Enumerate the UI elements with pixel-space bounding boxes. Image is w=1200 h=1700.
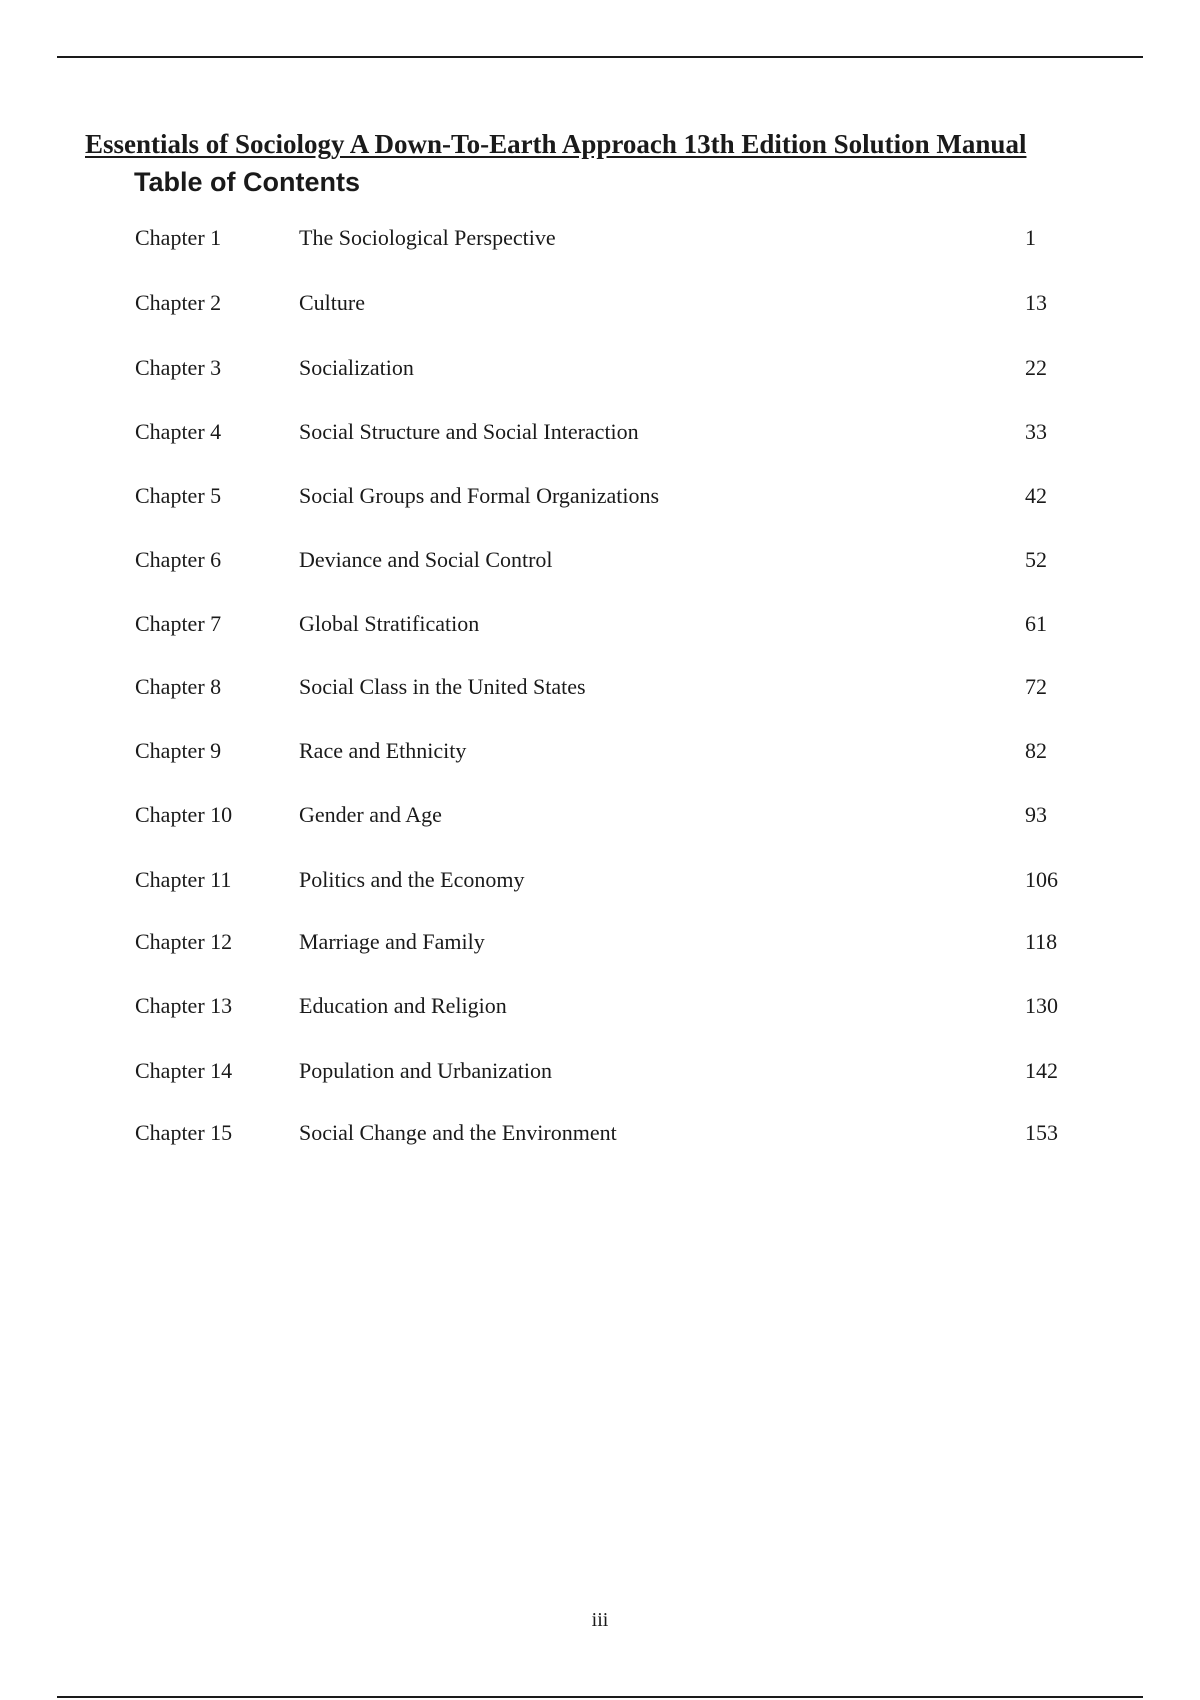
toc-entry-chapter-7[interactable] xyxy=(0,604,1200,644)
toc-chapter-label: Chapter 4 xyxy=(135,419,222,444)
toc-chapter-label: Chapter 6 xyxy=(135,547,222,572)
toc-page-number: 118 xyxy=(1025,929,1058,954)
toc-chapter-label: Chapter 8 xyxy=(135,674,222,699)
document-title: Essentials of Sociology A Down-To-Earth Approach 13th Edition Solution Manual xyxy=(85,129,1027,159)
top-rule xyxy=(57,56,1143,58)
toc-chapter-title: Deviance and Social Control xyxy=(299,547,553,572)
toc-page-number: 61 xyxy=(1025,611,1047,636)
toc-entry-chapter-15[interactable] xyxy=(0,1113,1200,1153)
toc-entry-chapter-11[interactable] xyxy=(0,860,1200,900)
toc-page-number: 106 xyxy=(1025,867,1058,892)
bottom-rule xyxy=(57,1696,1143,1698)
toc-chapter-label: Chapter 3 xyxy=(135,355,222,380)
toc-chapter-title: Marriage and Family xyxy=(299,929,485,954)
toc-chapter-title: Gender and Age xyxy=(299,802,442,827)
toc-page-number: 1 xyxy=(1025,225,1036,250)
toc-page-number: 22 xyxy=(1025,355,1047,380)
toc-chapter-label: Chapter 7 xyxy=(135,611,222,636)
toc-chapter-label: Chapter 14 xyxy=(135,1058,233,1083)
toc-chapter-title: Social Groups and Formal Organizations xyxy=(299,483,660,508)
toc-chapter-label: Chapter 13 xyxy=(135,993,233,1018)
toc-page-number: 33 xyxy=(1025,419,1047,444)
toc-page-number: 82 xyxy=(1025,738,1047,763)
toc-entry-chapter-5[interactable] xyxy=(0,476,1200,516)
toc-chapter-title: Global Stratification xyxy=(299,611,480,636)
toc-entry-chapter-12[interactable] xyxy=(0,922,1200,962)
page-number: iii xyxy=(591,1609,609,1631)
toc-chapter-label: Chapter 10 xyxy=(135,802,233,827)
toc-chapter-label: Chapter 15 xyxy=(135,1120,233,1145)
toc-page-number: 42 xyxy=(1025,483,1047,508)
toc-entry-chapter-14[interactable] xyxy=(0,1051,1200,1091)
toc-heading: Table of Contents xyxy=(134,167,360,197)
toc-chapter-title: Education and Religion xyxy=(299,993,507,1018)
toc-page-number: 13 xyxy=(1025,290,1047,315)
toc-entry-chapter-2[interactable] xyxy=(0,283,1200,323)
toc-chapter-title: Race and Ethnicity xyxy=(299,738,467,763)
toc-chapter-title: Social Class in the United States xyxy=(299,674,586,699)
toc-chapter-title: Socialization xyxy=(299,355,414,380)
toc-page-number: 52 xyxy=(1025,547,1047,572)
toc-chapter-title: The Sociological Perspective xyxy=(299,225,556,250)
toc-chapter-label: Chapter 12 xyxy=(135,929,233,954)
toc-page-number: 130 xyxy=(1025,993,1058,1018)
toc-page-number: 72 xyxy=(1025,674,1047,699)
toc-entry-chapter-6[interactable] xyxy=(0,540,1200,580)
toc-chapter-title: Population and Urbanization xyxy=(299,1058,552,1083)
toc-page-number: 142 xyxy=(1025,1058,1058,1083)
toc-chapter-label: Chapter 11 xyxy=(135,867,232,892)
toc-entry-chapter-10[interactable] xyxy=(0,795,1200,835)
toc-chapter-title: Social Change and the Environment xyxy=(299,1120,617,1145)
toc-chapter-title: Social Structure and Social Interaction xyxy=(299,419,639,444)
toc-entry-chapter-4[interactable] xyxy=(0,412,1200,452)
toc-entry-chapter-3[interactable] xyxy=(0,348,1200,388)
toc-entry-chapter-8[interactable] xyxy=(0,667,1200,707)
toc-entry-chapter-13[interactable] xyxy=(0,986,1200,1026)
toc-chapter-label: Chapter 2 xyxy=(135,290,222,315)
toc-chapter-title: Politics and the Economy xyxy=(299,867,525,892)
toc-chapter-label: Chapter 5 xyxy=(135,483,222,508)
toc-chapter-label: Chapter 1 xyxy=(135,225,222,250)
toc-page-number: 153 xyxy=(1025,1120,1058,1145)
toc-entry-chapter-9[interactable] xyxy=(0,731,1200,771)
toc-chapter-title: Culture xyxy=(299,290,365,315)
toc-page-number: 93 xyxy=(1025,802,1047,827)
toc-chapter-label: Chapter 9 xyxy=(135,738,222,763)
toc-entry-chapter-1[interactable] xyxy=(0,218,1200,258)
